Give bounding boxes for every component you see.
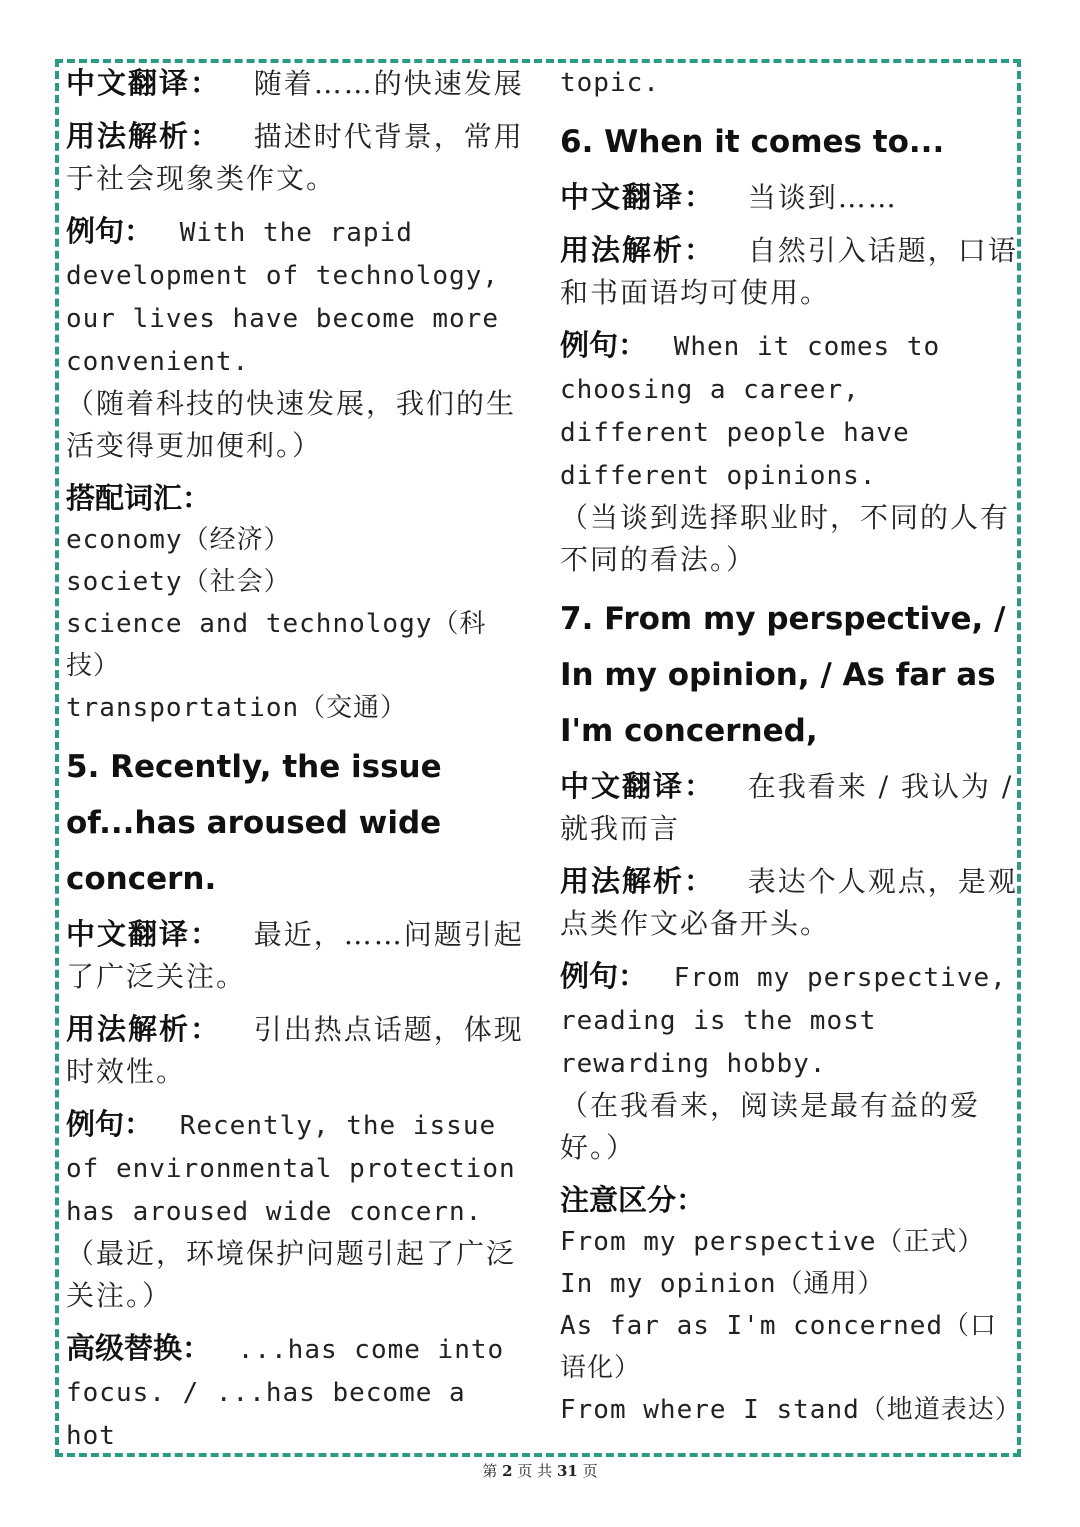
collocation-paragraph (66, 477, 526, 729)
usage-label: 用法解析： (560, 233, 716, 267)
example-chinese: （当谈到选择职业时，不同的人有不同的看法。） (560, 501, 1011, 576)
example-paragraph (66, 210, 526, 467)
example-english: From my perspective, reading is the most rewarding hobby. (560, 963, 1007, 1079)
note-label: 注意区分： (560, 1183, 706, 1217)
note-item: From my perspective（正式） (560, 1227, 985, 1257)
translation-text: 随着……的快速发展 (253, 67, 524, 100)
usage-label: 用法解析： (66, 1012, 222, 1046)
translation-paragraph (560, 176, 1018, 219)
footer-prefix: 第 (482, 1462, 498, 1480)
example-chinese: （在我看来，阅读是最有益的爱好。） (560, 1089, 981, 1164)
example-label: 例句： (66, 1107, 154, 1141)
usage-text: 自然引入话题，口语和书面语均可使用。 (560, 234, 1018, 309)
usage-label: 用法解析： (66, 119, 222, 153)
example-english: When it comes to choosing a career, different people have different opinions. (560, 332, 941, 491)
footer-middle: 页 共 (517, 1462, 553, 1480)
collocation-item: economy（经济） (66, 525, 291, 555)
note-item: From where I stand（地道表达） (560, 1395, 1022, 1425)
translation-label: 中文翻译： (66, 66, 222, 100)
translation-text: 当谈到…… (747, 181, 898, 214)
continuation-text: topic. (560, 68, 660, 98)
usage-text: 表达个人观点，是观点类作文必备开头。 (560, 865, 1018, 940)
collocation-label: 搭配词汇： (66, 481, 212, 515)
example-label: 例句： (560, 959, 648, 993)
example-chinese: （随着科技的快速发展，我们的生活变得更加便利。） (66, 387, 517, 462)
right-column (560, 62, 1022, 1441)
collocation-item: society（社会） (66, 567, 291, 597)
advanced-text: ...has come into focus. / ...has become a hot (66, 1335, 505, 1451)
example-english: With the rapid development of technology, our lives have become more convenient. (66, 218, 499, 377)
translation-text: 最近，……问题引起了广泛关注。 (66, 918, 524, 993)
total-page-number: 31 (556, 1462, 578, 1480)
example-chinese: （最近，环境保护问题引起了广泛关注。） (66, 1237, 517, 1312)
advanced-paragraph (66, 1327, 526, 1457)
note-paragraph (560, 1179, 1022, 1431)
collocation-item: science and technology（科技） (66, 609, 487, 681)
section-heading-6: 6. When it comes to... (560, 124, 945, 160)
collocation-item: transportation（交通） (66, 693, 408, 723)
translation-paragraph (66, 62, 526, 105)
note-item: As far as I'm concerned（口语化） (560, 1311, 998, 1383)
usage-label: 用法解析： (560, 864, 716, 898)
example-label: 例句： (560, 328, 648, 362)
usage-text: 描述时代背景，常用于社会现象类作文。 (66, 120, 524, 195)
footer-suffix: 页 (582, 1462, 598, 1480)
usage-paragraph (66, 1008, 526, 1093)
section-heading-7: 7. From my perspective, / In my opinion, / As far as I'm concerned, (560, 601, 1006, 749)
example-paragraph (560, 324, 1018, 581)
translation-text: 在我看来 / 我认为 / 就我而言 (560, 770, 1014, 845)
left-column (66, 62, 526, 1467)
translation-paragraph (560, 765, 1018, 850)
translation-label: 中文翻译： (560, 180, 716, 214)
translation-label: 中文翻译： (66, 917, 222, 951)
example-paragraph (66, 1103, 526, 1317)
current-page-number: 2 (502, 1462, 513, 1480)
section-heading-5: 5. Recently, the issue of...has aroused wide concern. (66, 749, 442, 897)
note-item: In my opinion（通用） (560, 1269, 885, 1299)
example-english: Recently, the issue of environmental protection has aroused wide concern. (66, 1111, 516, 1227)
page-footer (0, 1460, 1080, 1481)
usage-text: 引出热点话题，体现时效性。 (66, 1013, 524, 1088)
translation-paragraph (66, 913, 526, 998)
translation-label: 中文翻译： (560, 769, 716, 803)
usage-paragraph (66, 115, 526, 200)
usage-paragraph (560, 860, 1018, 945)
usage-paragraph (560, 229, 1018, 314)
example-paragraph (560, 955, 1018, 1169)
example-label: 例句： (66, 214, 154, 248)
advanced-label: 高级替换： (66, 1331, 212, 1365)
